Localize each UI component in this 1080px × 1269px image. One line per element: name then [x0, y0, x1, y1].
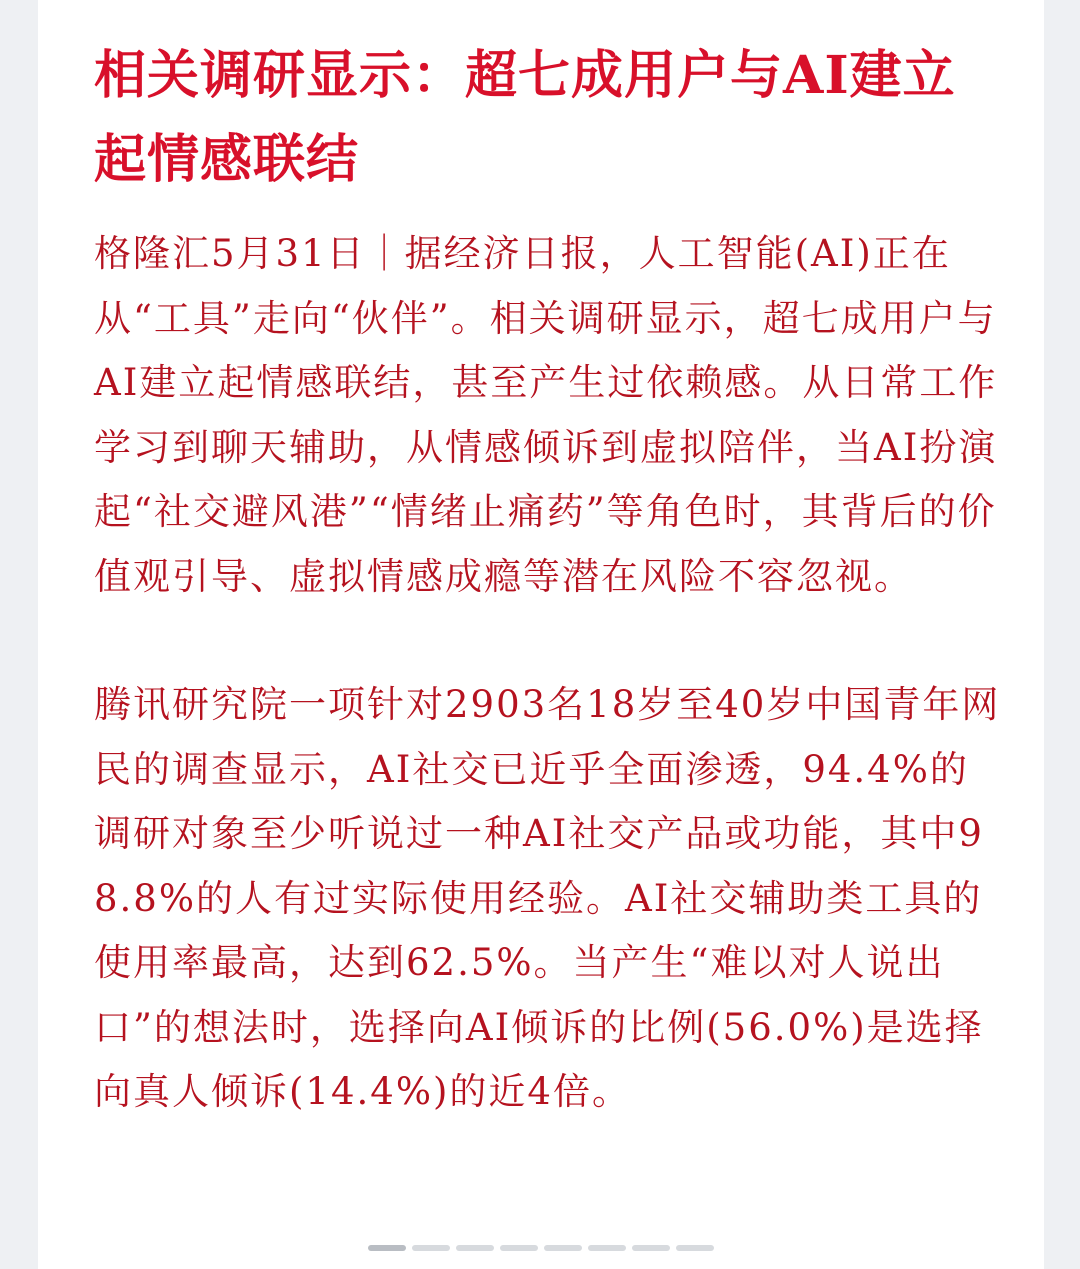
scroll-dot [544, 1245, 582, 1251]
scroll-dot [368, 1245, 406, 1251]
article-card [38, 0, 1044, 1269]
article-title: 相关调研显示：超七成用户与AI建立起情感联结 [94, 45, 956, 190]
scroll-dot [676, 1245, 714, 1251]
scroll-dot [588, 1245, 626, 1251]
article-paragraph-2: 腾讯研究院一项针对2903名18岁至40岁中国青年网民的调查显示，AI社交已近乎全面渗透，94.4%的调研对象至少听说过一种AI社交产品或功能，其中98.8%的人有过实际使用经验。AI社交辅助类工具的使用率最高，达到62.5%。当产生“难以对人说出口”的想法时，选择向AI倾诉的比例(56.0%)是选择向真人倾诉(14.4%)的近4倍。 [94, 683, 1001, 1113]
scroll-dot [412, 1245, 450, 1251]
scroll-indicator [38, 1245, 1044, 1251]
scroll-dot [456, 1245, 494, 1251]
article-paragraph-1: 格隆汇5月31日｜据经济日报，人工智能(AI)正在从“工具”走向“伙伴”。相关调研显示，超七成用户与AI建立起情感联结，甚至产生过依赖感。从日常工作学习到聊天辅助，从情感倾诉到虚拟陪伴，当AI扮演起“社交避风港”“情绪止痛药”等角色时，其背后的价值观引导、虚拟情感成瘾等潜在风险不容忽视。 [94, 232, 998, 598]
scroll-dot [632, 1245, 670, 1251]
scroll-dot [500, 1245, 538, 1251]
